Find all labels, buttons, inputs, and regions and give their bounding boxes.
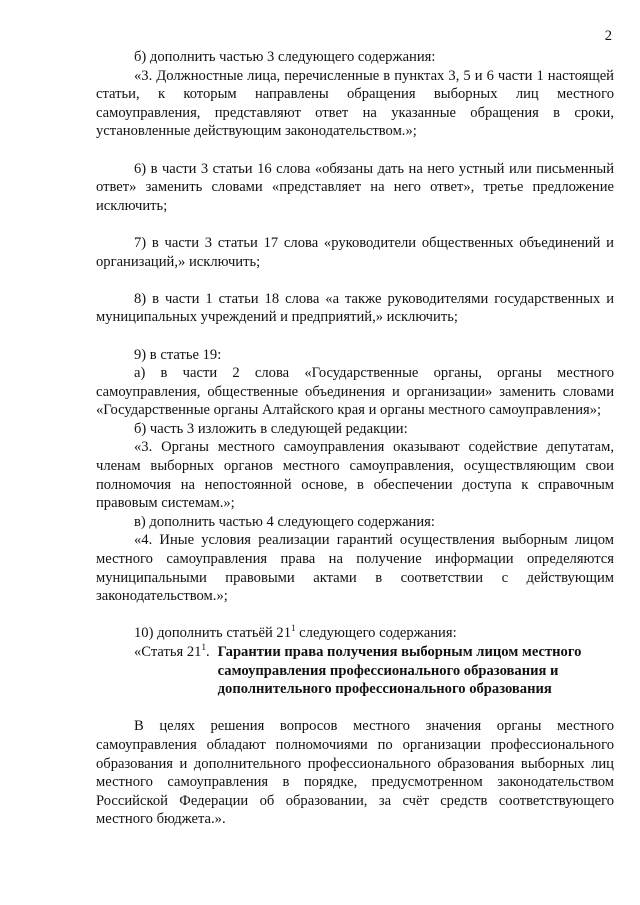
article-title [210, 643, 614, 699]
article-label-end: . [205, 644, 210, 660]
paragraph-item-9: 9) в статье 19: [134, 346, 222, 363]
document-body [96, 48, 614, 829]
paragraph-item-10 [96, 624, 614, 643]
item-10-intro: 10) дополнить статьёй 21 [134, 625, 292, 642]
paragraph-item-9b-text: «3. Органы местного самоуправления оказывают содействие депутатам, членам выборных органов местного самоуправления, осуществляющим свои полномочия на непостоянной основе, в обеспечении доступа к справочным правовым системам.»; [96, 439, 614, 512]
paragraph-item-6: 6) в части 3 статьи 16 слова «обязаны дать на него устный или письменный ответ» заменить словами «представляет на него ответ», третье предложение исключить; [96, 160, 614, 214]
article-title-line: дополнительного профессионального образования [217, 681, 552, 698]
item-10-intro-end: следующего содержания: [295, 625, 457, 642]
paragraph-item-9v-text: «4. Иные условия реализации гарантий осуществления выборным лицом местного самоуправления права на получение информации определяются муниципальными правовыми актами в соответствии с действующим законодательством.»; [96, 532, 614, 605]
paragraph-amendment-b: б) дополнить частью 3 следующего содержания: [134, 49, 436, 65]
article-label [96, 643, 210, 699]
page-number: 2 [604, 28, 612, 44]
article-label-superscript: 1 [201, 642, 206, 652]
article-heading [96, 643, 614, 699]
paragraph-item-8: 8) в части 1 статьи 18 слова «а также руководителями государственных и муниципальных учреждений и предприятий,» исключить; [96, 290, 614, 326]
article-body: В целях решения вопросов местного значения органы местного самоуправления обладают полномочиями по организации профессионального образования и дополнительного профессионального образования выборных лиц местного самоуправления в порядке, предусмотренном законодательством Российской Федерации об образовании, за счёт средств соответствующего местного бюджета.». [96, 718, 614, 828]
paragraph-part3-text: «3. Должностные лица, перечисленные в пунктах 3, 5 и 6 части 1 настоящей статьи, к которым направлены обращения выборных лиц местного самоуправления, представляют ответ на указанные обращения в сроки, установленные действующим законодательством.»; [96, 67, 614, 140]
article-title-line: самоуправления профессионального образования и [217, 662, 559, 679]
article-title-line: Гарантии права получения выборным лицом местного [217, 644, 582, 660]
paragraph-item-9v: в) дополнить частью 4 следующего содержания: [134, 513, 435, 530]
paragraph-item-7: 7) в части 3 статьи 17 слова «руководители общественных объединений и организаций,» исключить; [96, 234, 614, 270]
paragraph-item-9b: б) часть 3 изложить в следующей редакции: [134, 420, 408, 437]
paragraph-item-9a: а) в части 2 слова «Государственные органы, органы местного самоуправления, общественные объединения и организации» заменить словами «Государственные органы Алтайского края и органы местного самоуправления»; [96, 365, 614, 419]
item-10-superscript: 1 [291, 623, 296, 634]
article-label-text: «Статья 21 [134, 644, 202, 660]
